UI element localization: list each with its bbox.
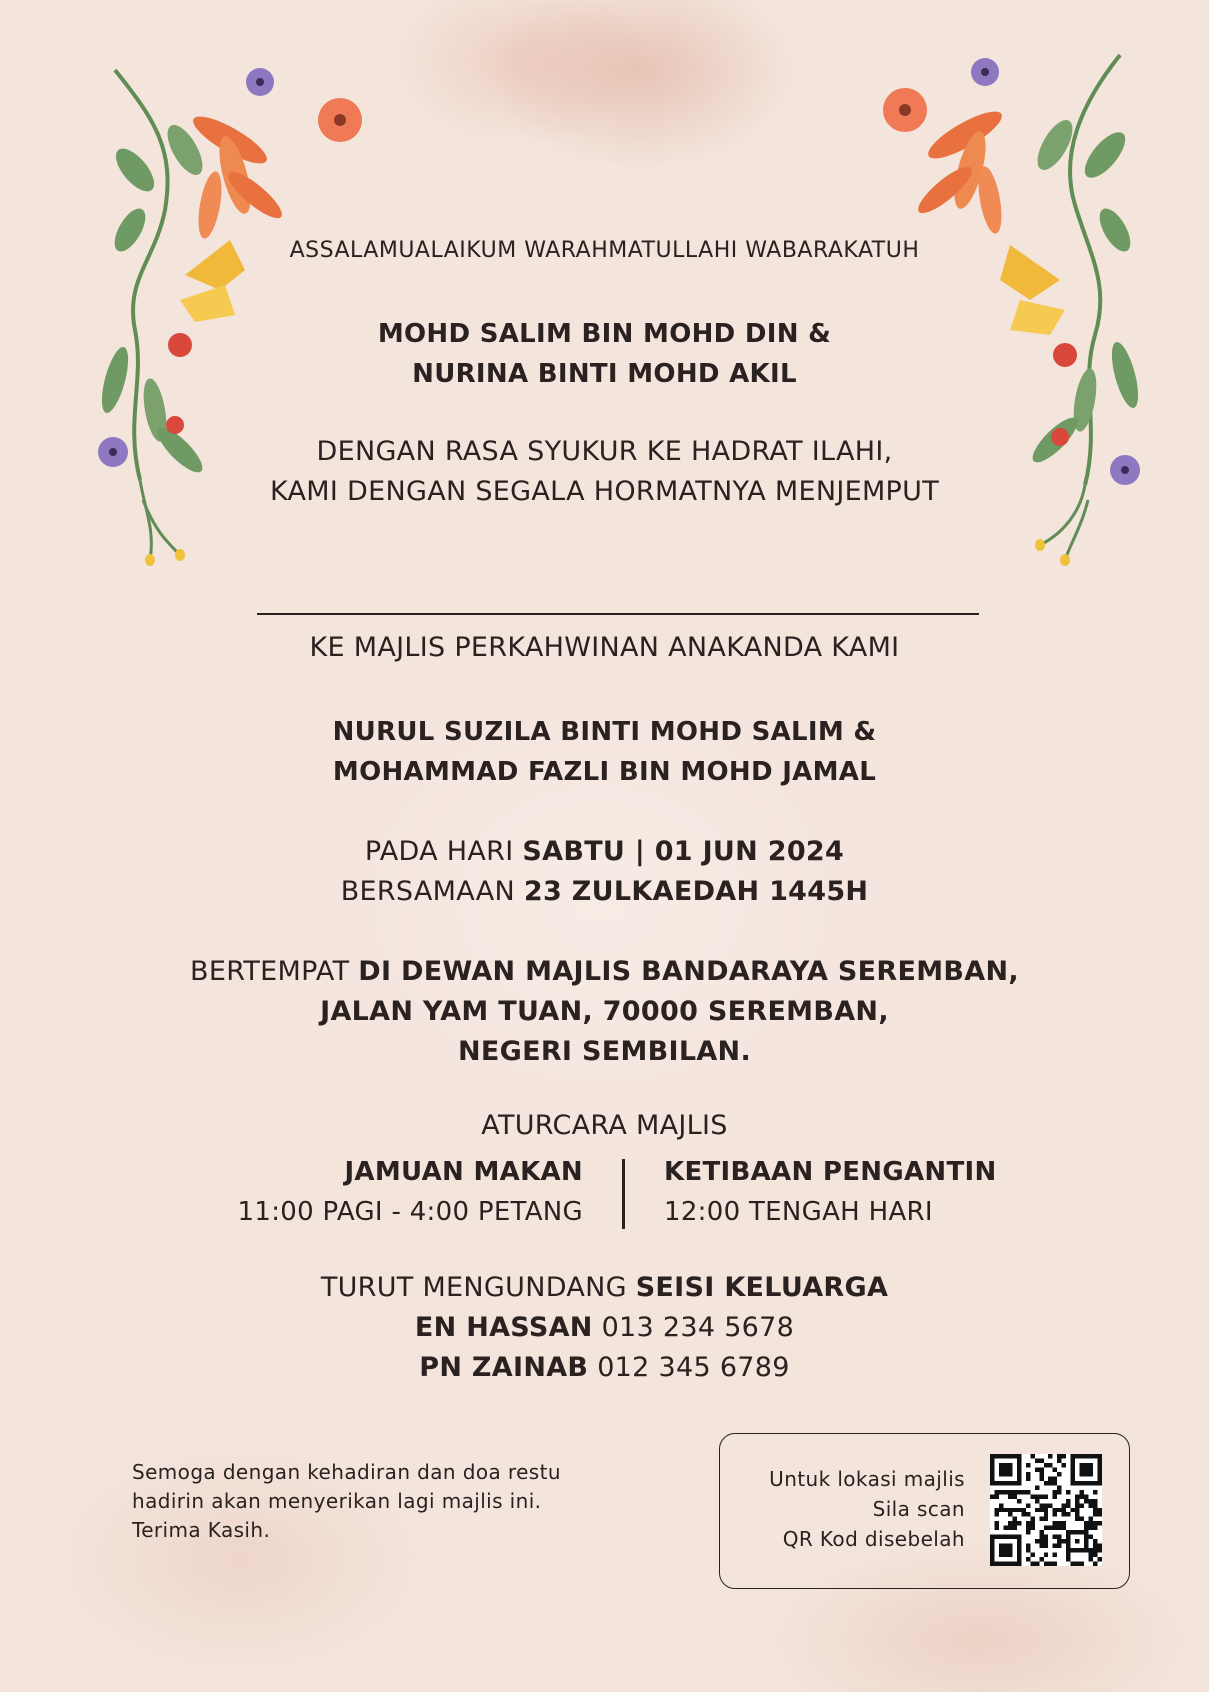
event-date: [0, 832, 1209, 912]
agenda-item-arrival: [664, 1152, 997, 1232]
agenda-item-time: 12:00 TENGAH HARI: [664, 1197, 933, 1227]
contacts-prefix: TURUT MENGUNDANG: [320, 1272, 636, 1303]
note-line: Semoga dengan kehadiran dan doa restu: [132, 1460, 561, 1484]
contacts-heading: [0, 1268, 1209, 1308]
contact-name: PN ZAINAB: [419, 1352, 589, 1383]
contact-phone: 013 234 5678: [592, 1312, 795, 1343]
intro-line: DENGAN RASA SYUKUR KE HADRAT ILAHI,: [316, 436, 893, 467]
couple-line: MOHAMMAD FAZLI BIN MOHD JAMAL: [332, 757, 877, 787]
event-heading-text: KE MAJLIS PERKAHWINAN ANAKANDA KAMI: [309, 632, 900, 663]
note-line: Terima Kasih.: [132, 1518, 271, 1542]
intro-line: KAMI DENGAN SEGALA HORMATNYA MENJEMPUT: [270, 476, 939, 507]
contacts-family: SEISI KELUARGA: [635, 1272, 889, 1303]
date-value: SABTU | 01 JUN 2024: [522, 836, 845, 867]
qr-text-line: Untuk lokasi majlis: [769, 1467, 965, 1491]
closing-note: [132, 1458, 561, 1545]
greeting: [0, 238, 1209, 263]
agenda-title-text: ATURCARA MAJLIS: [481, 1110, 728, 1141]
agenda-item-title: KETIBAAN PENGANTIN: [664, 1157, 997, 1187]
qr-instructions: [769, 1464, 965, 1554]
note-line: hadirin akan menyerikan lagi majlis ini.: [132, 1489, 542, 1513]
agenda-item-meal: [238, 1152, 583, 1232]
hijri-value: 23 ZULKAEDAH 1445H: [523, 876, 869, 907]
contact-phone: 012 345 6789: [588, 1352, 790, 1383]
agenda-separator: [622, 1159, 625, 1229]
contacts: [0, 1268, 1209, 1388]
contact-line: [0, 1348, 1209, 1388]
qr-text-line: QR Kod disebelah: [782, 1527, 965, 1551]
venue-line: NEGERI SEMBILAN.: [457, 1036, 752, 1067]
parent-line: NURINA BINTI MOHD AKIL: [412, 359, 797, 389]
agenda-item-title: JAMUAN MAKAN: [344, 1157, 583, 1187]
couple-line: NURUL SUZILA BINTI MOHD SALIM &: [332, 717, 877, 747]
venue-line: JALAN YAM TUAN, 70000 SEREMBAN,: [320, 996, 889, 1027]
divider: [257, 613, 979, 615]
contact-name: EN HASSAN: [414, 1312, 593, 1343]
couple-names: [0, 712, 1209, 792]
hijri-prefix: BERSAMAAN: [340, 876, 524, 907]
date-prefix: PADA HARI: [364, 836, 523, 867]
event-venue: [0, 952, 1209, 1072]
parent-line: MOHD SALIM BIN MOHD DIN &: [377, 319, 832, 349]
contact-line: [0, 1308, 1209, 1348]
qr-code-icon[interactable]: [990, 1454, 1102, 1566]
qr-location-box[interactable]: [719, 1433, 1130, 1589]
venue-line: [0, 952, 1209, 992]
event-heading: [0, 632, 1209, 663]
agenda-title: [0, 1110, 1209, 1141]
greeting-text: ASSALAMUALAIKUM WARAHMATULLAHI WABARAKATUH: [289, 238, 920, 263]
venue-name: DI DEWAN MAJLIS BANDARAYA SEREMBAN,: [358, 956, 1019, 987]
qr-text-line: Sila scan: [872, 1497, 965, 1521]
hijri-line: [0, 872, 1209, 912]
parents-names: [0, 314, 1209, 394]
invitation-intro: [0, 432, 1209, 512]
venue-prefix: BERTEMPAT: [190, 956, 359, 987]
agenda-item-time: 11:00 PAGI - 4:00 PETANG: [237, 1197, 583, 1227]
date-line: [0, 832, 1209, 872]
